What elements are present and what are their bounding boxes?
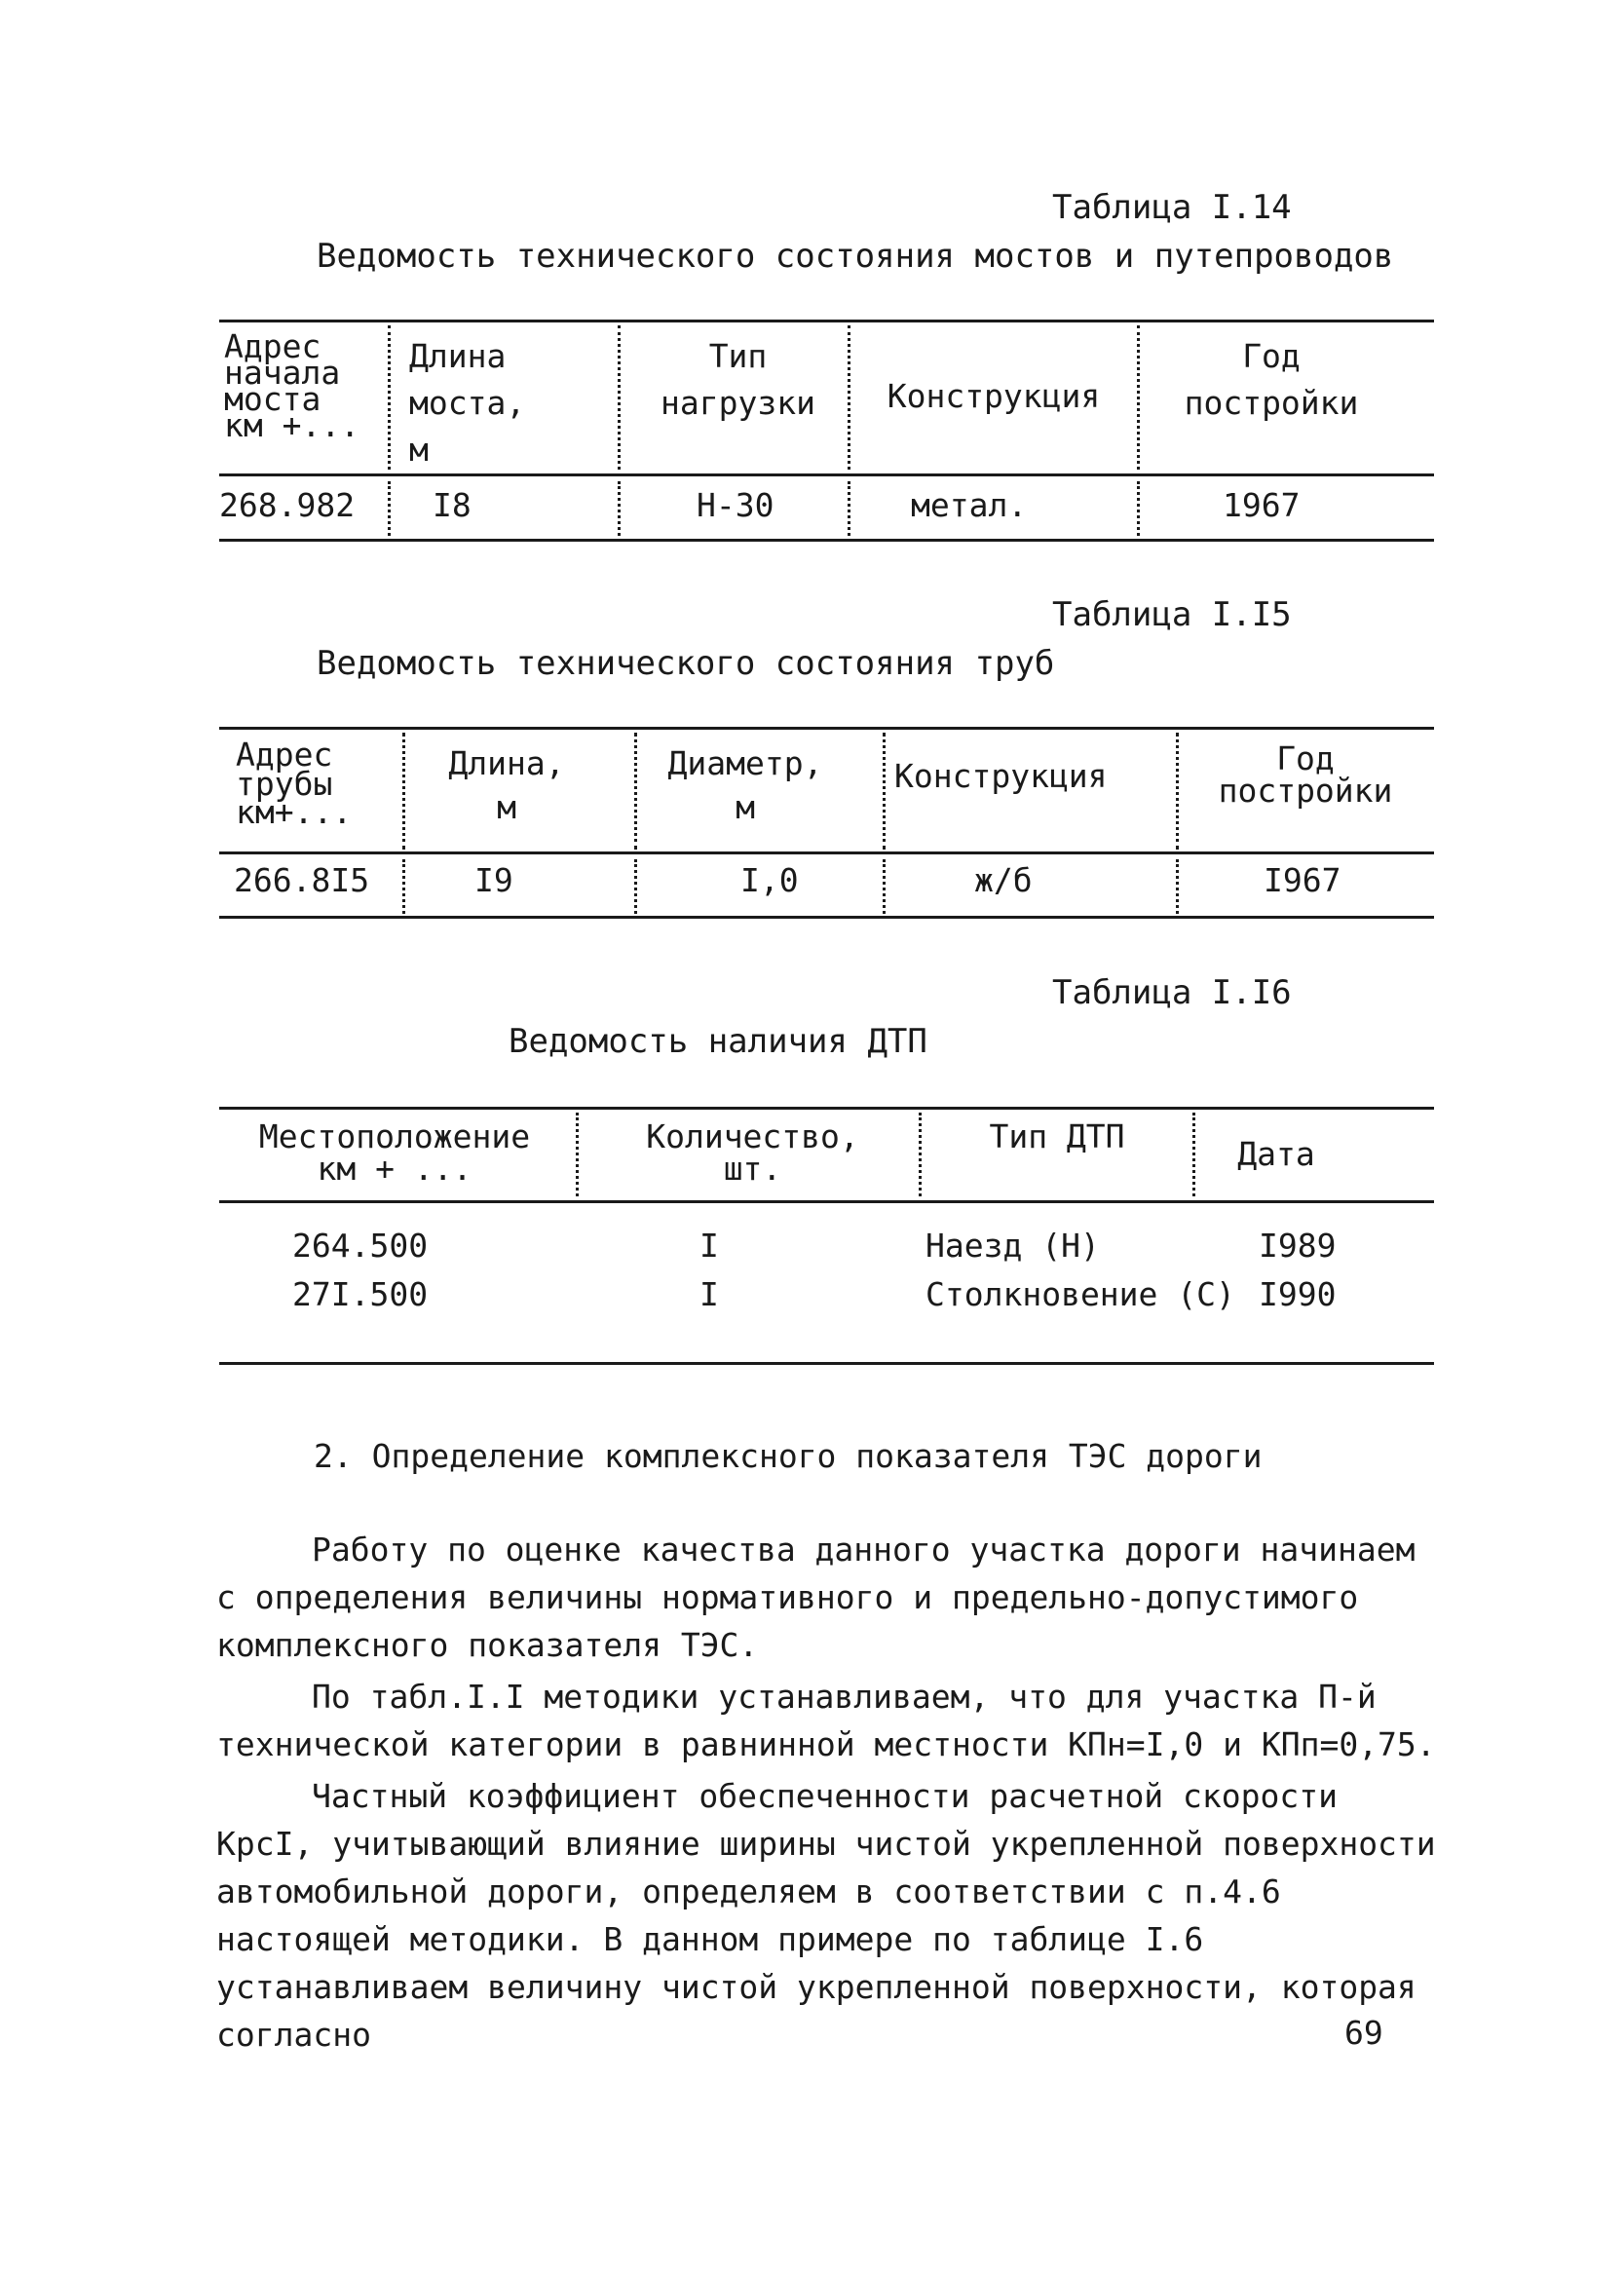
table15-cell: I967 — [1264, 861, 1341, 899]
table16-bottom-rule — [219, 1362, 1434, 1365]
table14-cell: Н-30 — [697, 486, 774, 524]
table14-title: Ведомость технического состояния мостов и путепроводов — [317, 237, 1394, 276]
table16-cell: Наезд (Н) — [925, 1227, 1100, 1265]
section-heading: 2. Определение комплексного показателя ТЭС дороги — [314, 1437, 1263, 1475]
table15-header-address: Адрес трубы км+... — [236, 736, 353, 832]
table14-cell: I8 — [433, 486, 472, 524]
table16-top-rule — [219, 1107, 1434, 1110]
table14-sep — [388, 325, 391, 470]
table16-header-type: Тип ДТП — [989, 1117, 1125, 1155]
table15-sep — [883, 733, 886, 850]
table16-header-quantity: Количество, шт. — [646, 1117, 859, 1188]
table14-header-address: Адрес начала моста км +... — [224, 327, 360, 445]
table15-header-construction: Конструкция — [894, 757, 1108, 795]
table15-sep — [883, 859, 886, 914]
table14-header-rule — [219, 473, 1434, 476]
table16-sep — [919, 1113, 922, 1196]
table15-title: Ведомость технического состояния труб — [317, 644, 1055, 683]
table16-cell: I — [699, 1275, 719, 1313]
table16-title: Ведомость наличия ДТП — [509, 1022, 927, 1061]
table15-cell: I9 — [474, 861, 513, 899]
paragraph: Работу по оценке качества данного участка дороги начинаем с определения величины нормативного и предельно-допустимого комплексного показателя ТЭС. — [216, 1531, 1416, 1664]
table14-cell: метал. — [911, 486, 1028, 524]
table16-header-date: Дата — [1237, 1135, 1315, 1173]
body-text — [216, 1526, 1444, 2059]
table15-cell: I,0 — [740, 861, 799, 899]
table16-cell: I990 — [1259, 1275, 1337, 1313]
table16-cell: 27I.500 — [292, 1275, 429, 1313]
paragraph: По табл.I.I методики устанавливаем, что для участка П-й технической категории в равнинной местности КПн=I,0 и КПп=0,75. — [216, 1678, 1436, 1763]
table15-sep — [402, 859, 405, 914]
table14-sep — [388, 481, 391, 536]
table14-sep — [848, 325, 850, 470]
table14-header-construction: Конструкция — [887, 377, 1101, 415]
table14-bottom-rule — [219, 539, 1434, 542]
page-number: 69 — [1344, 2014, 1383, 2052]
table14-sep — [618, 481, 621, 536]
table16-cell: Столкновение (С) — [925, 1275, 1235, 1313]
paragraph: Частный коэффициент обеспеченности расчетной скорости КрсI, учитывающий влияние ширины чистой укрепленной поверхности автомобильной дороги, определяем в соответствии с п.4.6 настоящей методики. В данном примере по таблице I.6 устанавливаем величину чистой укрепленной поверхности, которая согласно — [216, 1777, 1436, 2054]
table14-header-load: Тип нагрузки — [661, 337, 815, 422]
table14-sep — [1137, 325, 1140, 470]
table15-sep — [402, 733, 405, 850]
table14-top-rule — [219, 320, 1434, 322]
table15-header-rule — [219, 851, 1434, 854]
table16-caption: Таблица I.I6 — [1052, 973, 1292, 1012]
table15-header-diameter: Диаметр, м — [667, 744, 823, 826]
table14-header-year: Год постройки — [1184, 337, 1359, 422]
table15-bottom-rule — [219, 916, 1434, 919]
table15-sep — [1176, 733, 1179, 850]
table15-header-year: Год постройки — [1218, 739, 1393, 810]
table14-cell: 1967 — [1223, 486, 1301, 524]
table14-sep — [848, 481, 850, 536]
table16-header-rule — [219, 1200, 1434, 1203]
table16-sep — [576, 1113, 579, 1196]
table16-header-location: Местоположение км + ... — [258, 1117, 531, 1188]
table15-cell: 266.8I5 — [234, 861, 370, 899]
table16-cell: I — [699, 1227, 719, 1265]
table16-cell: I989 — [1259, 1227, 1337, 1265]
table15-header-length: Длина, м — [448, 744, 565, 826]
table15-sep — [634, 733, 637, 850]
table15-caption: Таблица I.I5 — [1052, 595, 1292, 634]
table14-sep — [1137, 481, 1140, 536]
table15-cell: ж/б — [974, 861, 1033, 899]
table15-sep — [634, 859, 637, 914]
table15-top-rule — [219, 727, 1434, 730]
table14-caption: Таблица I.14 — [1052, 188, 1292, 227]
table14-cell: 268.982 — [219, 486, 356, 524]
table16-sep — [1192, 1113, 1195, 1196]
table14-header-length: Длина моста, м — [409, 337, 526, 469]
table16-cell: 264.500 — [292, 1227, 429, 1265]
table15-sep — [1176, 859, 1179, 914]
table14-sep — [618, 325, 621, 470]
